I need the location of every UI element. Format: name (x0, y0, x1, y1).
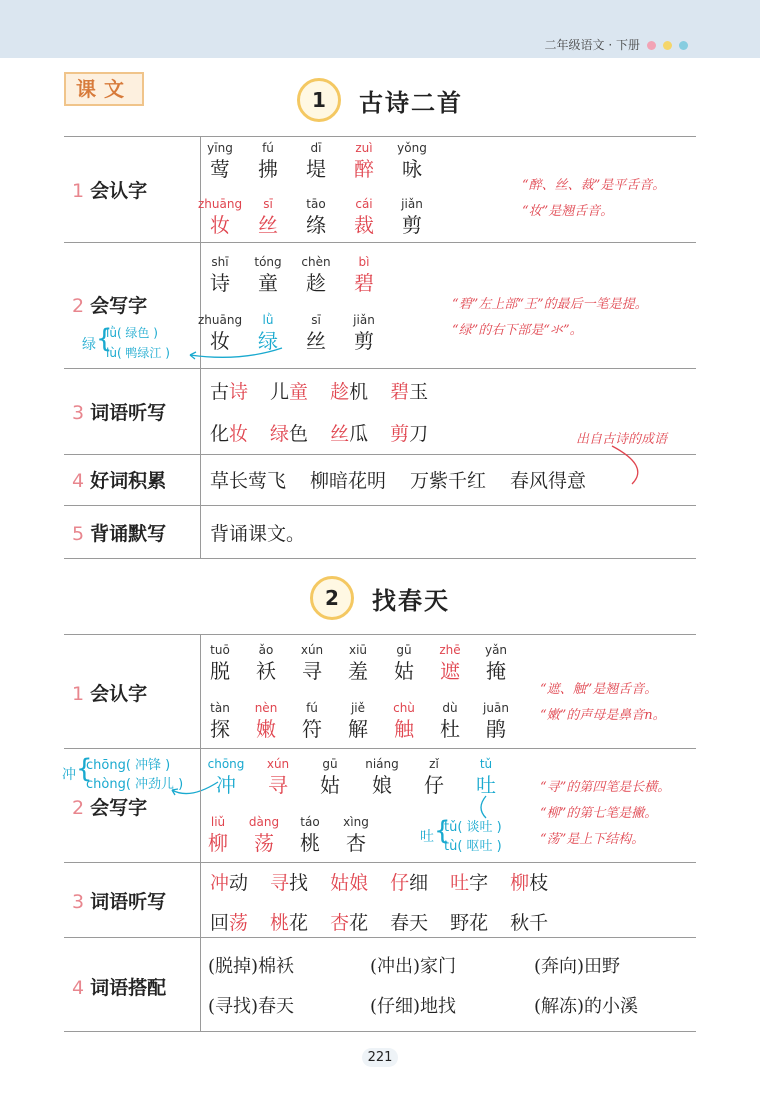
brace-icon: { (96, 324, 113, 354)
pinyin-char (464, 756, 508, 798)
pinyin-char (336, 642, 380, 684)
table-line (64, 634, 696, 635)
l1-note-1: “醉、丝、裁”是平舌音。 (522, 178, 666, 193)
pinyin: xún (266, 757, 290, 771)
hanzi: 羞 (348, 659, 368, 683)
dictation-word: 绿色 (270, 423, 309, 445)
l2-row3-label: 3 词语听写 (72, 891, 167, 913)
hanzi: 探 (210, 717, 230, 741)
dictation-word: 化妆 (210, 423, 249, 445)
l1-note-3: “碧”左上部“王”的最后一笔是提。 (452, 297, 648, 312)
l1-row4-label: 4 好词积累 (72, 470, 167, 492)
lesson1-name: 古诗二首 (359, 88, 463, 117)
l1-row1-label: 1 会认字 (72, 180, 148, 202)
pinyin-char (360, 756, 404, 798)
pinyin: zhē (439, 643, 461, 657)
l2-poly2-char: 吐 (420, 829, 434, 845)
hanzi: 醉 (354, 157, 374, 181)
l1-poly-char: 绿 (82, 337, 96, 353)
hanzi: 寻 (302, 659, 322, 683)
pinyin-char (428, 642, 472, 684)
pinyin: sī (263, 197, 273, 211)
hanzi: 丝 (258, 213, 278, 237)
pinyin-char (308, 756, 352, 798)
hanzi: 姑 (394, 659, 414, 683)
l2-note-1: “遮、触”是翘舌音。 (540, 682, 658, 697)
pinyin: sī (311, 313, 321, 327)
pinyin: fú (262, 141, 274, 155)
l1-recite-text: 背诵课文。 (210, 523, 306, 545)
l1-idiom-note: 出自古诗的成语 (576, 432, 668, 447)
pinyin: nèn (254, 701, 278, 715)
pinyin: bì (358, 255, 370, 269)
pinyin-char (288, 814, 332, 856)
hanzi: 符 (302, 717, 322, 741)
brace-icon: { (76, 754, 93, 784)
dictation-word: 古诗 (210, 381, 249, 403)
pinyin: zǐ (429, 757, 439, 771)
hanzi: 妆 (210, 329, 230, 353)
pinyin: cái (355, 197, 373, 211)
pinyin: fú (306, 701, 318, 715)
pinyin: dī (310, 141, 322, 155)
hanzi: 裁 (354, 213, 374, 237)
collocation: (解冻)的小溪 (534, 996, 639, 1017)
pinyin-char (256, 756, 300, 798)
pinyin: tàn (210, 701, 230, 715)
l1-note-2: “妆”是翘舌音。 (522, 204, 614, 219)
table-line (64, 862, 696, 863)
hanzi: 姑 (320, 773, 340, 797)
pinyin: jiǎn (353, 313, 375, 327)
l1-good-words (210, 466, 608, 493)
pinyin-char (474, 700, 518, 742)
table-line (64, 1031, 696, 1032)
hanzi: 触 (394, 717, 414, 741)
pinyin: zuì (355, 141, 373, 155)
pinyin: chù (393, 701, 415, 715)
pinyin-char (382, 700, 426, 742)
hanzi: 剪 (402, 213, 422, 237)
dictation-word: 吐字 (450, 872, 489, 894)
l1-row5-label: 5 背诵默写 (72, 523, 167, 545)
l2-row2-label: 2 会写字 (72, 797, 148, 819)
pinyin: shī (211, 255, 229, 269)
pinyin: zhuāng (198, 313, 243, 327)
lesson1-number: 1 (297, 78, 341, 122)
dictation-word: 冲动 (210, 872, 249, 894)
pinyin: xún (300, 643, 324, 657)
dictation-word: 秋千 (510, 912, 549, 934)
hanzi: 趁 (306, 271, 326, 295)
l1-row3-label: 3 词语听写 (72, 402, 167, 424)
pinyin: xiū (348, 643, 368, 657)
pinyin: tǔ (479, 757, 493, 771)
pinyin: gū (322, 757, 338, 771)
section-tag: 课文 (64, 72, 144, 106)
table-line (64, 748, 696, 749)
dictation-word: 寻找 (270, 872, 309, 894)
hanzi: 娘 (372, 773, 392, 797)
hanzi: 仔 (424, 773, 444, 797)
l1-note-4: “绿”的右下部是“氺”。 (452, 323, 583, 338)
pinyin: gū (396, 643, 412, 657)
hanzi: 柳 (208, 831, 228, 855)
hanzi: 童 (258, 271, 278, 295)
pinyin: lǜ (262, 313, 274, 327)
hanzi: 碧 (354, 271, 374, 295)
pinyin: jiǎn (401, 197, 423, 211)
collocation: (仔细)地找 (370, 996, 457, 1017)
pinyin-char (244, 642, 288, 684)
good-word: 万紫千红 (410, 470, 487, 492)
hanzi: 剪 (354, 329, 374, 353)
collocation: (冲出)家门 (370, 956, 457, 977)
good-word: 柳暗花明 (310, 470, 387, 492)
l2-note-2: “嫩”的声母是鼻音n。 (540, 708, 666, 723)
pinyin: zhuāng (198, 197, 243, 211)
pinyin-char (244, 700, 288, 742)
pinyin: yīng (207, 141, 233, 155)
pinyin: dù (442, 701, 458, 715)
l2-dictation-line2 (210, 908, 570, 935)
hanzi: 解 (348, 717, 368, 741)
l2-dictation-line1 (210, 868, 570, 895)
l2-poly1-1: chōng( 冲锋 ) (86, 758, 171, 773)
pinyin-char (412, 756, 456, 798)
pinyin-char (474, 642, 518, 684)
pinyin-char (290, 642, 334, 684)
pinyin-char (290, 700, 334, 742)
pinyin: ǎo (258, 643, 274, 657)
l2-poly1-char: 冲 (62, 767, 76, 783)
dictation-word: 杏花 (330, 912, 369, 934)
l1-poly-2: lù( 鸭绿江 ) (106, 346, 170, 360)
pinyin: yǎn (484, 643, 508, 657)
hanzi: 咏 (402, 157, 422, 181)
pinyin-char (204, 756, 248, 798)
dictation-word: 春天 (390, 912, 429, 934)
page-number: 221 (0, 1048, 760, 1067)
lesson2-name: 找春天 (372, 586, 450, 615)
l1-dictation-line1 (210, 377, 450, 404)
pinyin: yǒng (397, 141, 427, 155)
hanzi: 诗 (210, 271, 230, 295)
l2-poly1-2: chòng( 冲劲儿 ) (86, 777, 184, 792)
pinyin: chèn (301, 255, 331, 269)
dictation-word: 姑娘 (330, 872, 369, 894)
hanzi: 遮 (440, 659, 460, 683)
pinyin-char (242, 814, 286, 856)
good-word: 春风得意 (510, 470, 587, 492)
dictation-word: 儿童 (270, 381, 309, 403)
collocation: (寻找)春天 (208, 996, 295, 1017)
pinyin-char (198, 642, 242, 684)
dictation-word: 仔细 (390, 872, 429, 894)
l2-row1-label: 1 会认字 (72, 683, 148, 705)
l1-row2-label: 2 会写字 (72, 295, 148, 317)
hanzi: 桃 (300, 831, 320, 855)
hanzi: 拂 (258, 157, 278, 181)
collocation: (奔向)田野 (534, 956, 621, 977)
l2-note-5: “荡”是上下结构。 (540, 832, 645, 847)
hanzi: 吐 (476, 773, 496, 797)
lesson2-number: 2 (310, 576, 354, 620)
pinyin-char (382, 642, 426, 684)
pinyin: liǔ (210, 815, 226, 829)
pinyin-char (334, 814, 378, 856)
pinyin: tuō (210, 643, 230, 657)
table-line (64, 937, 696, 938)
hanzi: 绦 (306, 213, 326, 237)
l1-poly-1: lǜ( 绿色 ) (106, 326, 158, 340)
hanzi: 脱 (210, 659, 230, 683)
pinyin-char (196, 814, 240, 856)
dictation-word: 野花 (450, 912, 489, 934)
hanzi: 鹃 (486, 717, 506, 741)
hanzi: 杜 (440, 717, 460, 741)
hanzi: 妆 (210, 213, 230, 237)
pinyin: juān (483, 701, 509, 715)
pinyin-char (198, 700, 242, 742)
pinyin: dàng (248, 815, 280, 829)
hanzi: 莺 (210, 157, 230, 181)
hanzi: 堤 (306, 157, 326, 181)
dictation-word: 趁机 (330, 381, 369, 403)
l2-poly2-2: tù( 呕吐 ) (444, 839, 502, 854)
hanzi: 荡 (254, 831, 274, 855)
hanzi: 寻 (268, 773, 288, 797)
pinyin-char (428, 700, 472, 742)
hanzi: 冲 (216, 773, 236, 797)
pinyin: tóng (254, 255, 282, 269)
lesson2-title (0, 576, 760, 620)
pinyin: niáng (365, 757, 399, 771)
dictation-word: 桃花 (270, 912, 309, 934)
pinyin: xìng (343, 815, 369, 829)
l2-note-3: “寻”的第四笔是长横。 (540, 780, 671, 795)
hanzi: 杏 (346, 831, 366, 855)
pinyin: jiě (350, 701, 366, 715)
l1-dictation-line2 (210, 419, 450, 446)
hanzi: 丝 (306, 329, 326, 353)
l2-poly2-1: tǔ( 谈吐 ) (444, 820, 502, 835)
hanzi: 袄 (256, 659, 276, 683)
hanzi: 绿 (258, 329, 278, 353)
good-word: 草长莺飞 (210, 470, 287, 492)
pinyin-char (336, 700, 380, 742)
dictation-word: 碧玉 (390, 381, 429, 403)
hanzi: 嫩 (256, 717, 276, 741)
collocation: (脱掉)棉袄 (208, 956, 295, 977)
pinyin: chōng (207, 757, 245, 771)
pinyin: tāo (306, 197, 326, 211)
l2-row4-label: 4 词语搭配 (72, 977, 167, 999)
dictation-word: 回荡 (210, 912, 249, 934)
hanzi: 掩 (486, 659, 506, 683)
dictation-word: 丝瓜 (330, 423, 369, 445)
dictation-word: 剪刀 (390, 423, 429, 445)
l2-note-4: “柳”的第七笔是撇。 (540, 806, 658, 821)
dictation-word: 柳枝 (510, 872, 549, 894)
grade-label: 二年级语文 · 下册 (544, 38, 640, 52)
pinyin: táo (300, 815, 320, 829)
brace-icon: { (434, 816, 451, 846)
